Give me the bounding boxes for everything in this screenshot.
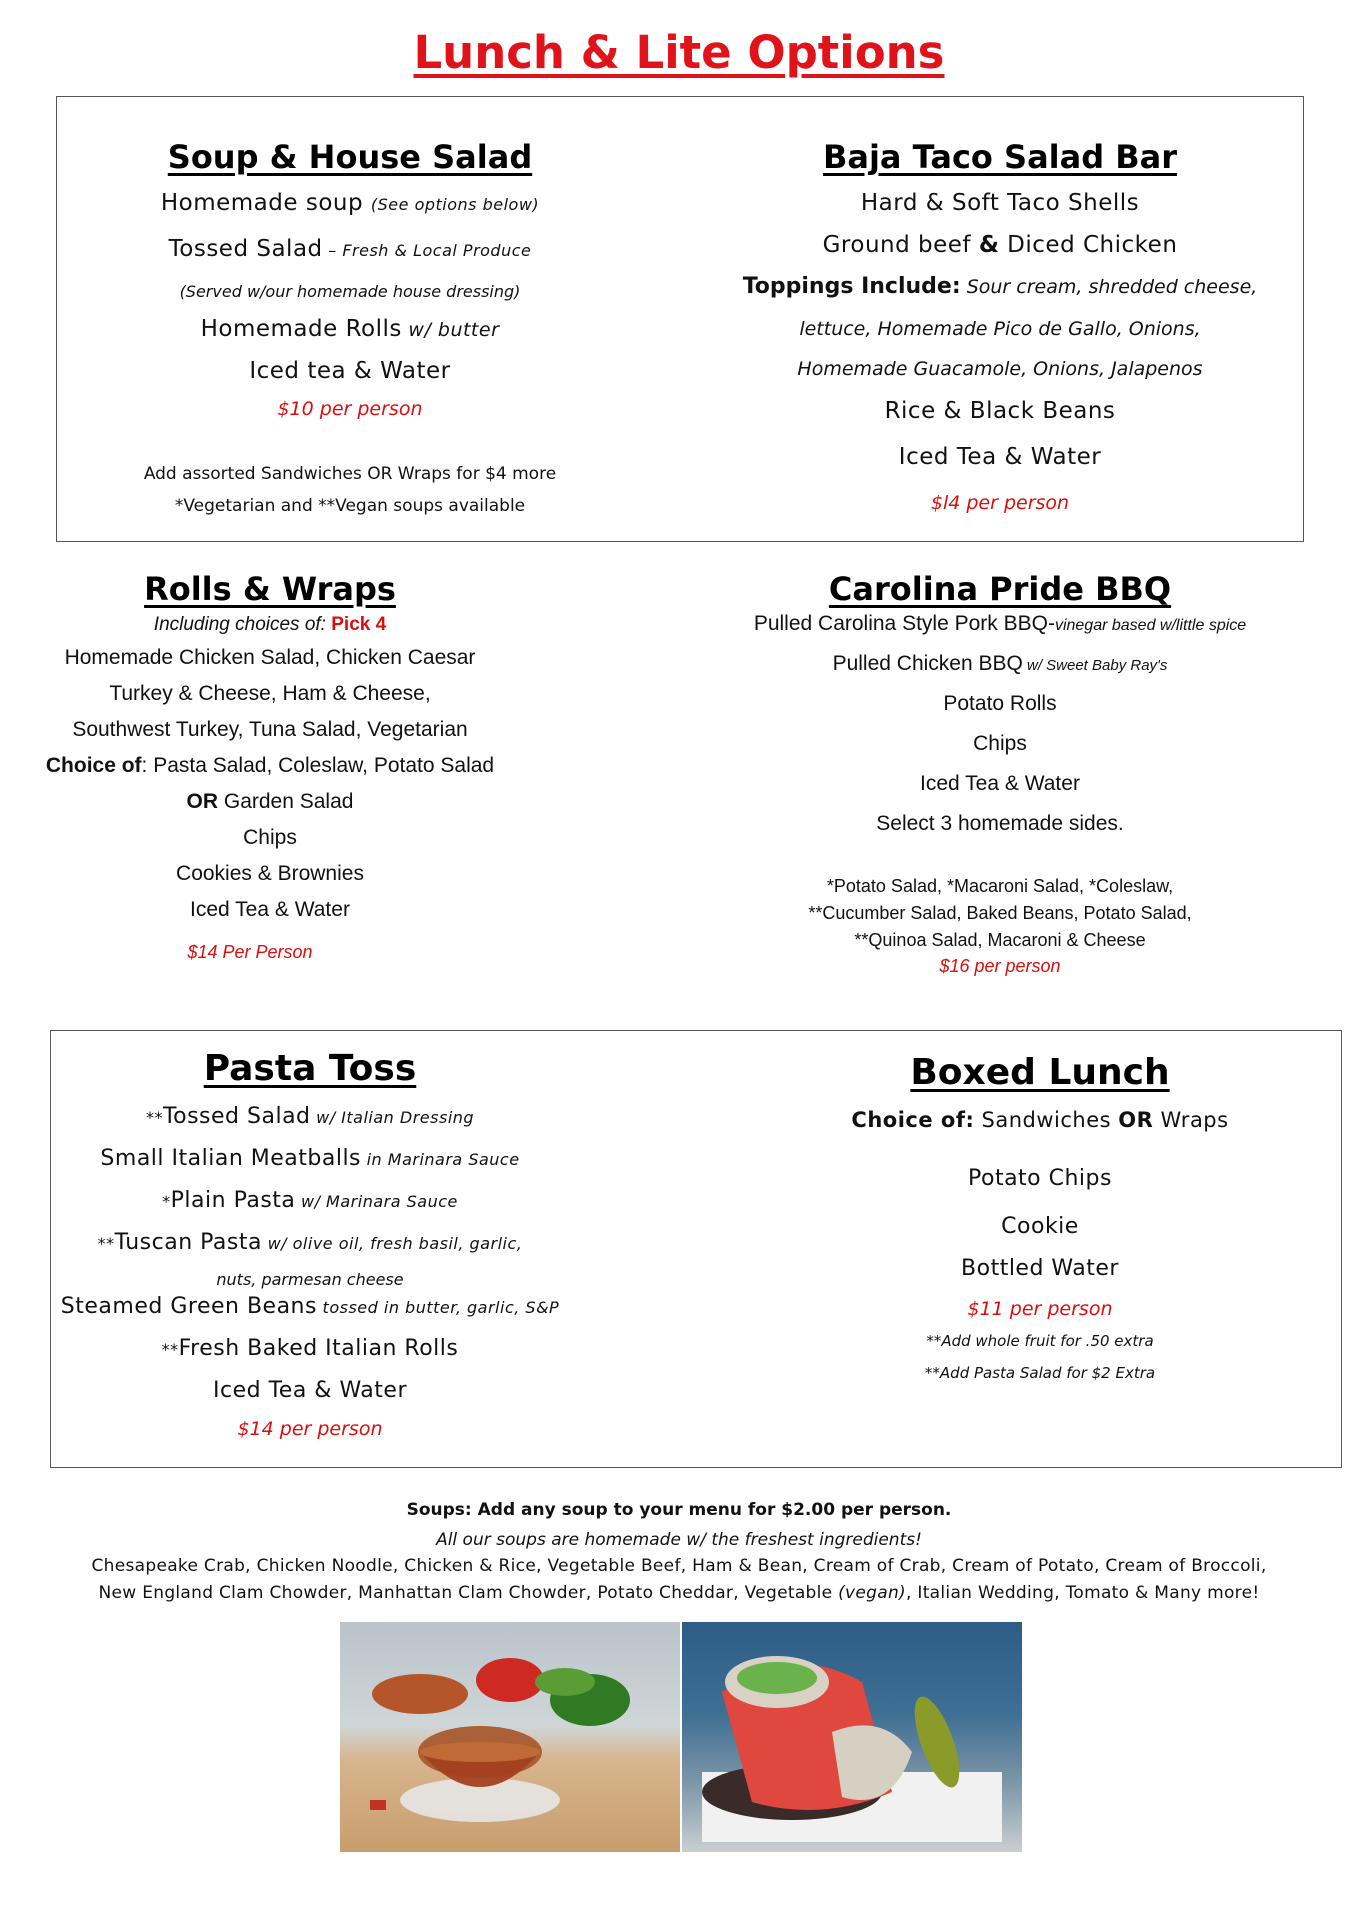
soups-list-2c: , Italian Wedding, Tomato & Many more! <box>906 1583 1260 1603</box>
bottled-water: Bottled Water <box>961 1256 1119 1281</box>
soup-photo <box>340 1622 680 1852</box>
soups-list-2 <box>0 1583 1358 1603</box>
pork-bbq-item: Pulled Carolina Style Pork BBQ- <box>753 612 1055 635</box>
baja-section <box>700 130 1300 530</box>
pasta-salad-addon: **Add Pasta Salad for $2 Extra <box>924 1364 1156 1382</box>
toppings-line <box>700 274 1300 299</box>
rolls-line-2: Turkey & Cheese, Ham & Cheese, <box>109 682 431 705</box>
tossed-salad-note: – Fresh & Local Produce <box>322 241 532 260</box>
sides-line-2: **Cucumber Salad, Baked Beans, Potato Salad, <box>808 903 1192 923</box>
pork-bbq-note: vinegar based w/little spice <box>1054 617 1247 634</box>
rolls-chips: Chips <box>243 826 297 849</box>
taco-shells-line: Hard & Soft Taco Shells <box>860 190 1140 216</box>
soups-list-1: Chesapeake Crab, Chicken Noodle, Chicken & Rice, Vegetable Beef, Ham & Bean, Cream of Crab, Cream of Potato, Cream of Broccoli, <box>91 1556 1267 1576</box>
pork-bbq-line <box>720 612 1280 636</box>
garden-salad-item: Garden Salad <box>218 790 354 813</box>
chicken-bbq-line <box>720 652 1280 676</box>
rolls-sub-label: Including choices of: <box>153 614 332 635</box>
sides-line-1: *Potato Salad, *Macaroni Salad, *Coleslaw, <box>826 876 1174 896</box>
italian-rolls-item: Fresh Baked Italian Rolls <box>178 1336 459 1361</box>
toppings-line-2: lettuce, Homemade Pico de Gallo, Onions, <box>799 318 1201 340</box>
pick-4-badge: Pick 4 <box>331 614 387 635</box>
pasta-line-1 <box>60 1104 560 1129</box>
add-sandwich-note: Add assorted Sandwiches OR Wraps for $4 more <box>143 464 557 484</box>
rolls-line-1: Homemade Chicken Salad, Chicken Caesar <box>64 646 476 669</box>
bbq-section <box>720 570 1280 990</box>
pasta-price: $14 per person <box>237 1418 383 1440</box>
boxed-price: $11 per person <box>967 1298 1113 1320</box>
chicken-item: Diced Chicken <box>999 232 1178 258</box>
boxed-choice-line <box>760 1108 1320 1132</box>
vegan-note: *Vegetarian and **Vegan soups available <box>174 496 526 516</box>
rolls-wraps-section <box>30 570 510 990</box>
rolls-line-4 <box>30 754 510 778</box>
page-title: Lunch & Lite Options <box>413 26 945 79</box>
soup-salad-price: $10 per person <box>277 398 423 420</box>
vegan-tag: (vegan) <box>838 1583 906 1603</box>
pasta-heading: Pasta Toss <box>203 1048 417 1089</box>
plain-pasta-note: w/ Marinara Sauce <box>295 1192 458 1211</box>
cookie: Cookie <box>1001 1214 1079 1239</box>
pasta-section <box>60 1048 560 1458</box>
soup-item: Homemade soup <box>160 190 364 216</box>
soups-list-2a: New England Clam Chowder, Manhattan Clam Chowder, Potato Cheddar, Vegetable <box>98 1583 839 1603</box>
green-beans-note: tossed in butter, garlic, S&P <box>316 1298 560 1317</box>
toppings-list: Sour cream, shredded cheese, <box>960 276 1258 298</box>
rice-beans-line: Rice & Black Beans <box>884 398 1116 424</box>
bbq-chips: Chips <box>973 732 1027 755</box>
wraps-item: Wraps <box>1153 1108 1229 1132</box>
italian-dressing-note: w/ Italian Dressing <box>310 1108 475 1127</box>
soups-tagline: All our soups are homemade w/ the freshest ingredients! <box>436 1530 922 1550</box>
baja-price: $l4 per person <box>930 492 1070 514</box>
toppings-label: Toppings Include: <box>742 274 961 299</box>
tuscan-pasta-note-2: nuts, parmesan cheese <box>216 1270 404 1289</box>
bbq-drinks: Iced Tea & Water <box>920 772 1080 795</box>
vegan-marker-2: ** <box>97 1234 115 1253</box>
rolls-line-3: Southwest Turkey, Tuna Salad, Vegetarian <box>72 718 468 741</box>
dressing-note: (Served w/our homemade house dressing) <box>179 282 521 301</box>
rolls-line <box>70 316 630 342</box>
tossed-salad-item: Tossed Salad <box>168 236 323 262</box>
pasta-line-6 <box>60 1294 560 1319</box>
toppings-line-3: Homemade Guacamole, Onions, Jalapenos <box>797 358 1203 380</box>
vegan-marker: ** <box>145 1108 163 1127</box>
vegetarian-marker: * <box>162 1192 171 1211</box>
boxed-or-label: OR <box>1118 1108 1154 1132</box>
pasta-line-4 <box>60 1230 560 1255</box>
soup-photo-illustration <box>340 1622 680 1852</box>
meatballs-item: Small Italian Meatballs <box>100 1146 362 1171</box>
pasta-line-3 <box>60 1188 560 1213</box>
soup-salad-section <box>70 130 630 530</box>
fruit-addon: **Add whole fruit for .50 extra <box>926 1332 1154 1350</box>
drinks-line: Iced tea & Water <box>249 358 451 384</box>
rolls-note: w/ butter <box>401 319 500 341</box>
boxed-lunch-heading: Boxed Lunch <box>910 1052 1170 1093</box>
rolls-cookies: Cookies & Brownies <box>176 862 364 885</box>
rolls-price: $14 Per Person <box>187 942 313 962</box>
chicken-bbq-note: w/ Sweet Baby Ray's <box>1022 657 1168 674</box>
vegan-marker-3: ** <box>161 1340 179 1359</box>
sides-line-3: **Quinoa Salad, Macaroni & Cheese <box>854 930 1146 950</box>
rolls-line-5 <box>30 790 510 814</box>
green-beans-item: Steamed Green Beans <box>60 1294 317 1319</box>
pasta-drinks: Iced Tea & Water <box>213 1378 407 1403</box>
pasta-line-2 <box>60 1146 560 1171</box>
baja-drinks-line: Iced Tea & Water <box>898 444 1102 470</box>
soups-heading: Soups: Add any soup to your menu for $2.00 per person. <box>406 1500 952 1520</box>
rolls-drinks: Iced Tea & Water <box>190 898 350 921</box>
tuscan-pasta-note: w/ olive oil, fresh basil, garlic, <box>261 1234 523 1253</box>
boxed-lunch-section <box>760 1052 1320 1452</box>
tossed-salad-line <box>70 236 630 262</box>
plain-pasta-item: Plain Pasta <box>170 1188 296 1213</box>
select-sides: Select 3 homemade sides. <box>876 812 1124 835</box>
sandwiches-item: Sandwiches <box>974 1108 1119 1132</box>
soup-note: (See options below) <box>370 195 540 214</box>
wrap-photo-illustration <box>682 1622 1022 1852</box>
chicken-bbq-item: Pulled Chicken BBQ <box>832 652 1023 675</box>
or-label: OR <box>186 790 219 813</box>
wrap-photo <box>682 1622 1022 1852</box>
choice-of-label: Choice of <box>45 754 142 777</box>
rolls-item: Homemade Rolls <box>200 316 402 342</box>
marinara-note: in Marinara Sauce <box>361 1150 520 1169</box>
rolls-sub <box>30 614 510 636</box>
potato-chips: Potato Chips <box>968 1166 1112 1191</box>
boxed-choice-label: Choice of: <box>851 1108 975 1132</box>
and-symbol: & <box>978 232 1000 258</box>
meat-line <box>700 232 1300 258</box>
tuscan-pasta-item: Tuscan Pasta <box>114 1230 262 1255</box>
bbq-price: $16 per person <box>939 956 1061 976</box>
choice-of-list: : Pasta Salad, Coleslaw, Potato Salad <box>141 754 495 777</box>
rolls-wraps-heading: Rolls & Wraps <box>144 570 396 608</box>
baja-heading: Baja Taco Salad Bar <box>822 138 1178 176</box>
pasta-tossed-salad: Tossed Salad <box>162 1104 311 1129</box>
soup-salad-heading: Soup & House Salad <box>167 138 533 176</box>
beef-item: Ground beef <box>822 232 979 258</box>
bbq-heading: Carolina Pride BBQ <box>828 570 1172 608</box>
soup-line <box>70 190 630 216</box>
pasta-line-7 <box>60 1336 560 1361</box>
potato-rolls: Potato Rolls <box>943 692 1057 715</box>
